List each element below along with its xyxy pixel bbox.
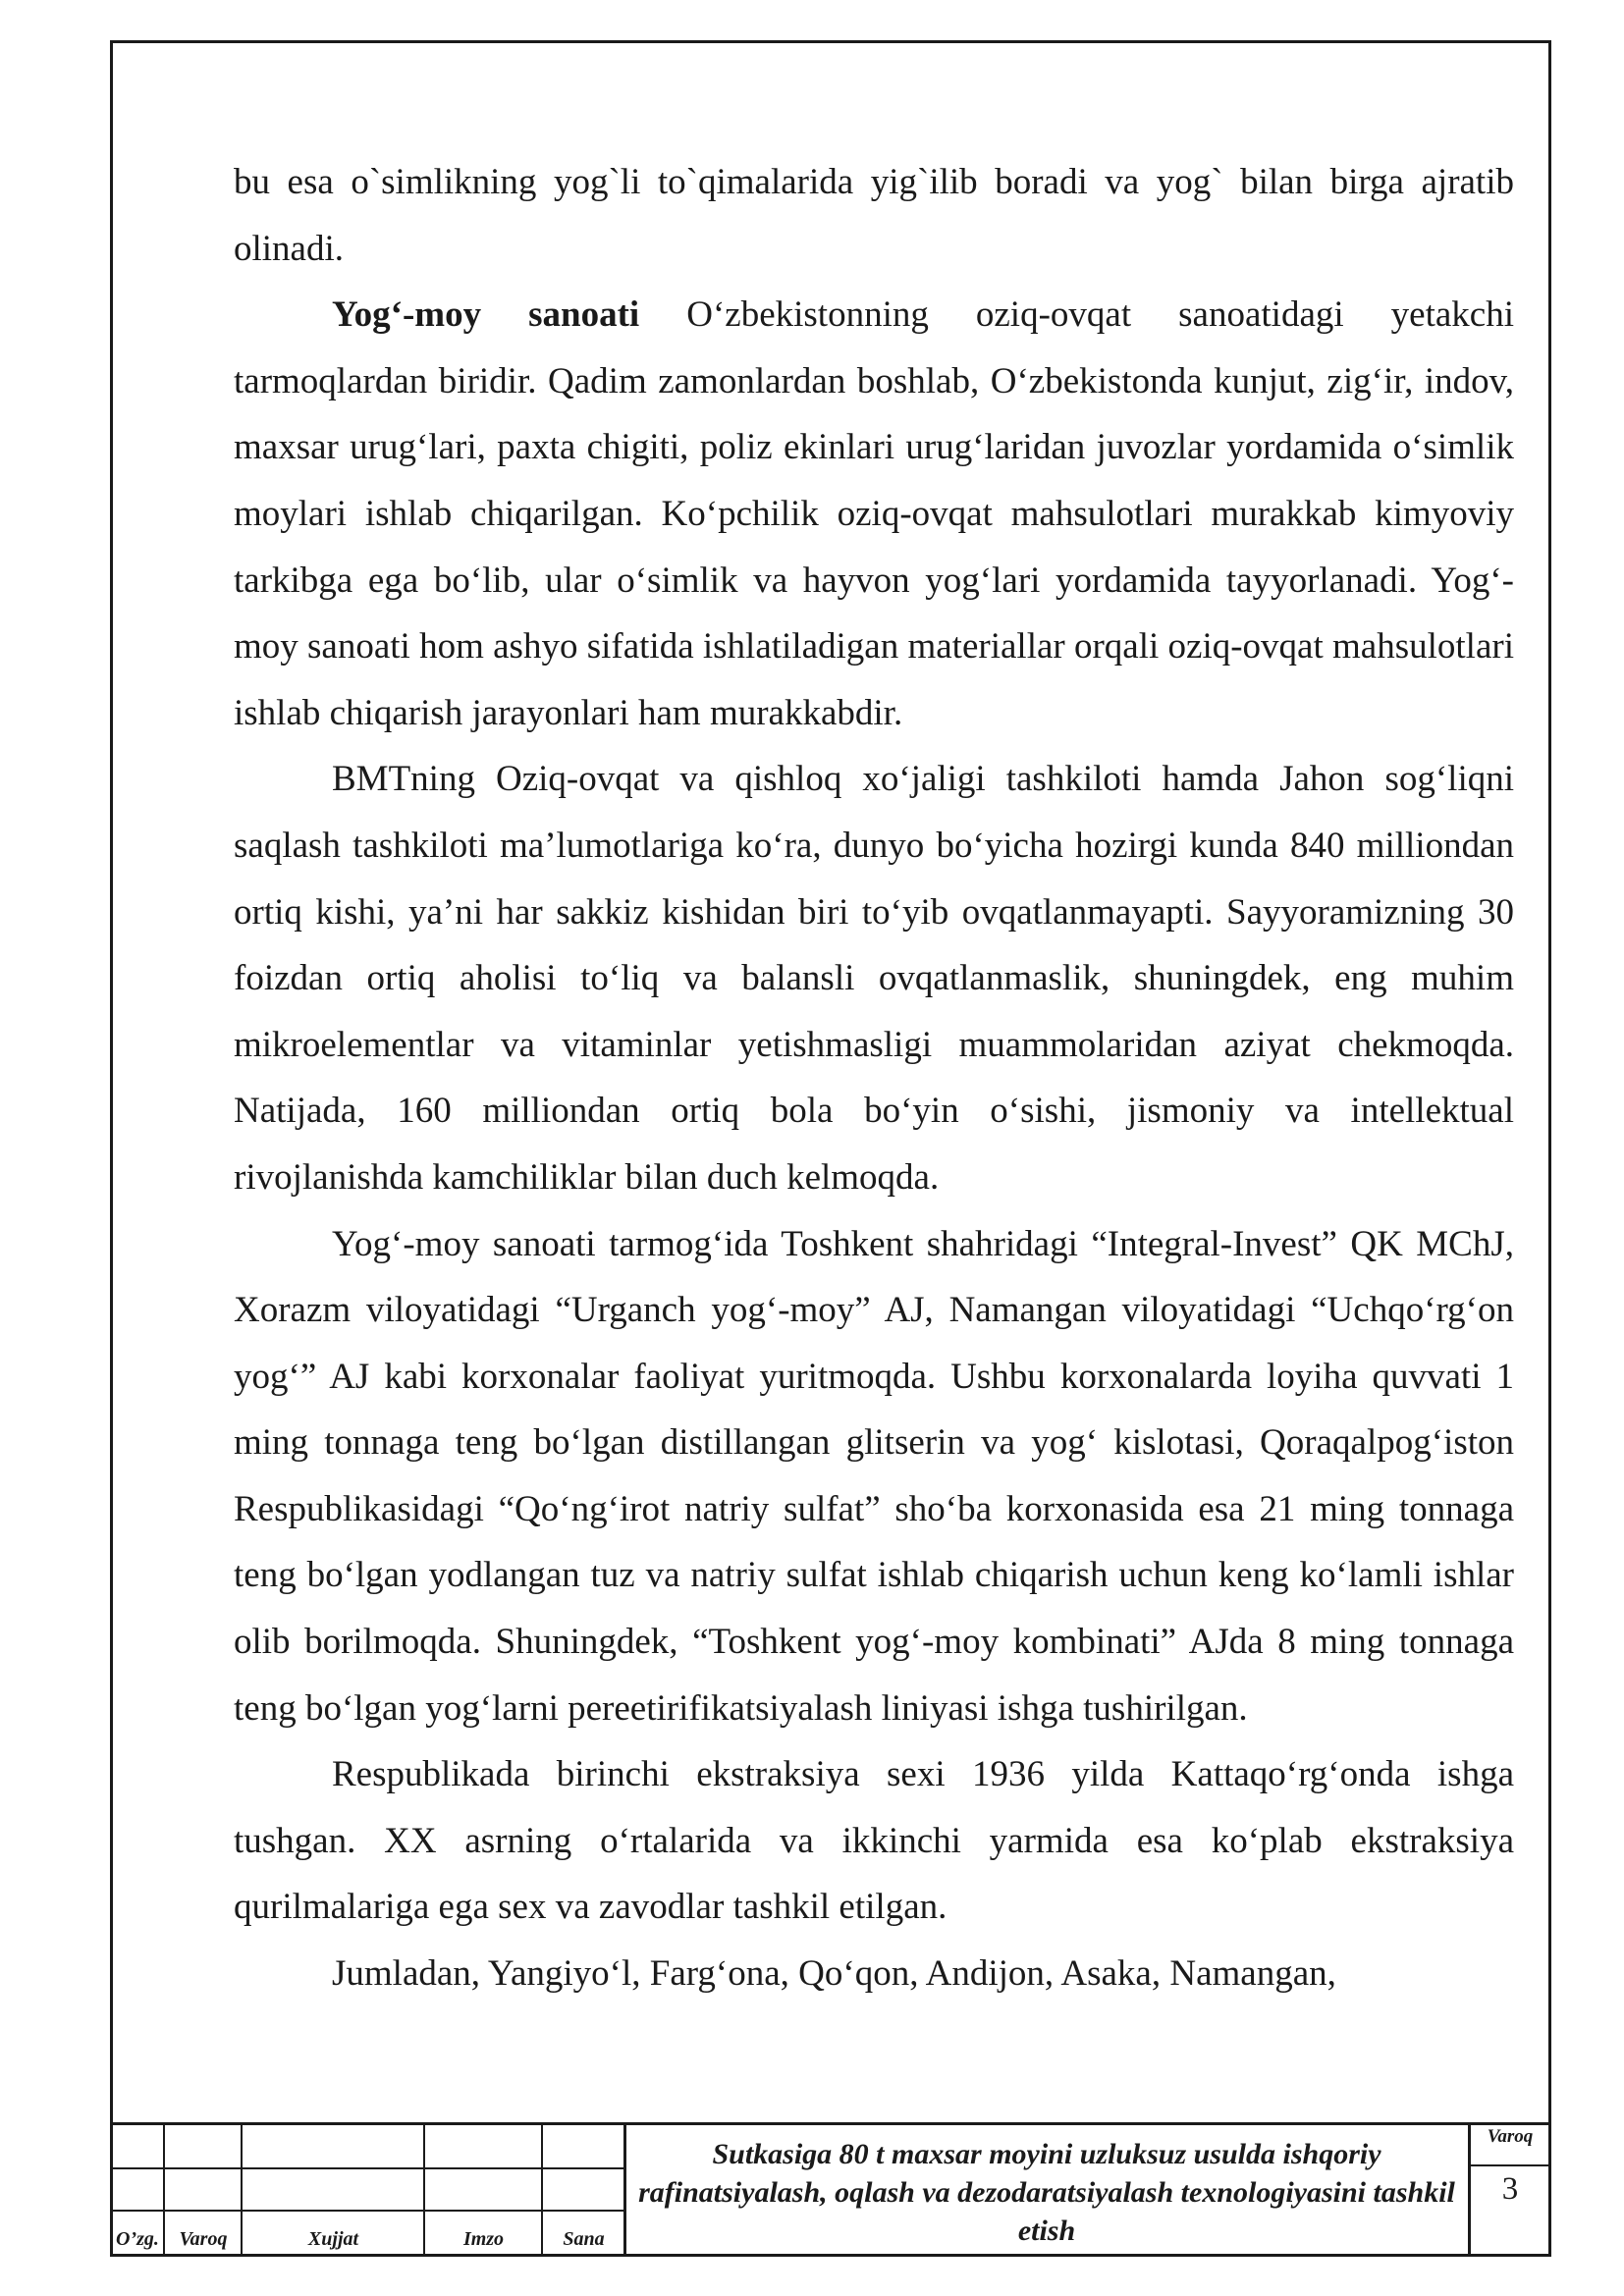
stamp-label-imzo: Imzo — [462, 2228, 505, 2250]
sheet-number: 3 — [1501, 2171, 1519, 2207]
paragraph — [234, 282, 1514, 746]
paragraph: Respublikada birinchi ekstraksiya sexi 1936 yilda Kattaqo‘rg‘onda ishga tushgan. XX asrning o‘rtalarida va ikkinchi yarmida esa ko‘plab ekstraksiya qurilmalariga ega sex va zavodlar tashkil etilgan. — [234, 1754, 1514, 1928]
paragraph: Jumladan, Yangiyo‘l, Farg‘ona, Qo‘qon, Andijon, Asaka, Namangan, — [332, 1953, 1336, 1995]
bold-term: Yog‘-moy sanoati — [332, 294, 640, 336]
stamp-row-line — [110, 2167, 625, 2169]
stamp-sheet-line — [1469, 2164, 1551, 2166]
paragraph: BMTning Oziq-ovqat va qishloq xo‘jaligi tashkiloti hamda Jahon sog‘liqni saqlash tashkiloti ma’lumotlariga ko‘ra, dunyo bo‘yicha hozirgi kunda 840 milliondan ortiq kishi, ya’ni har sakkiz kishidan biri to‘yib ovqatlanmayapti. Sayyoramizning 30 foizdan ortiq aholisi to‘liq va balansli ovqatlanmaslik, shuningdek, eng muhim mikroelementlar va vitaminlar yetishmasligi muammolaridan aziyat chekmoqda. Natijada, 160 milliondan ortiq bola bo‘yin o‘sishi, jismoniy va intellektual rivojlanishda kamchiliklar bilan duch kelmoqda. — [234, 759, 1514, 1198]
sheet-label: Varoq — [1487, 2126, 1534, 2147]
document-body — [234, 149, 1514, 2007]
stamp-top-line — [110, 2122, 1551, 2125]
stamp-label-ozg: O’zg. — [116, 2228, 159, 2250]
document-title: Sutkasiga 80 t maxsar moyini uzluksuz usulda ishqoriy rafinatsiyalash, oqlash va dezodaratsiyalash texnologiyasini tashkil etish — [638, 2137, 1455, 2247]
stamp-label-xujjat: Xujjat — [307, 2228, 359, 2250]
paragraph: bu esa o`simlikning yog`li to`qimalarida yig`ilib boradi va yog` bilan birga ajratib olinadi. — [234, 162, 1514, 269]
stamp-label-varoq: Varoq — [179, 2228, 228, 2250]
paragraph-text: O‘zbekistonning oziq-ovqat sanoatidagi yetakchi tarmoqlardan biridir. Qadim zamonlardan boshlab, O‘zbekistonda kunjut, zig‘ir, indov, maxsar urug‘lari, paxta chigiti, poliz ekinlari urug‘laridan juvozlar yordamida o‘simlik moylari ishlab chiqarilgan. Ko‘pchilik oziq-ovqat mahsulotlari murakkab kimyoviy tarkibga ega bo‘lib, ular o‘simlik va hayvon yog‘lari yordamida tayyorlanadi. Yog‘-moy sanoati hom ashyo sifatida ishlatiladigan materiallar orqali oziq-ovqat mahsulotlari ishlab chiqarish jarayonlari ham murakkabdir. — [234, 294, 1515, 733]
stamp-label-sana: Sana — [563, 2228, 605, 2250]
paragraph: Yog‘-moy sanoati tarmog‘ida Toshkent shahridagi “Integral-Invest” QK MChJ, Xorazm viloyatidagi “Urganch yog‘-moy” AJ, Namangan viloyatidagi “Uchqo‘rg‘on yog‘” AJ kabi korxonalar faoliyat yuritmoqda. Ushbu korxonalarda loyiha quvvati 1 ming tonnaga teng bo‘lgan distillangan glitserin va yog‘ kislotasi, Qoraqalpog‘iston Respublikasidagi “Qo‘ng‘irot natriy sulfat” sho‘ba korxonasida esa 21 ming tonnaga teng bo‘lgan yodlangan tuz va natriy sulfat ishlab chiqarish uchun keng ko‘lamli ishlar olib borilmoqda. Shuningdek, “Toshkent yog‘-moy kombinati” AJda 8 ming tonnaga teng bo‘lgan yog‘larni pereetirifikatsiyalash liniyasi ishga tushirilgan. — [234, 1223, 1514, 1729]
stamp-row-line — [110, 2210, 625, 2212]
